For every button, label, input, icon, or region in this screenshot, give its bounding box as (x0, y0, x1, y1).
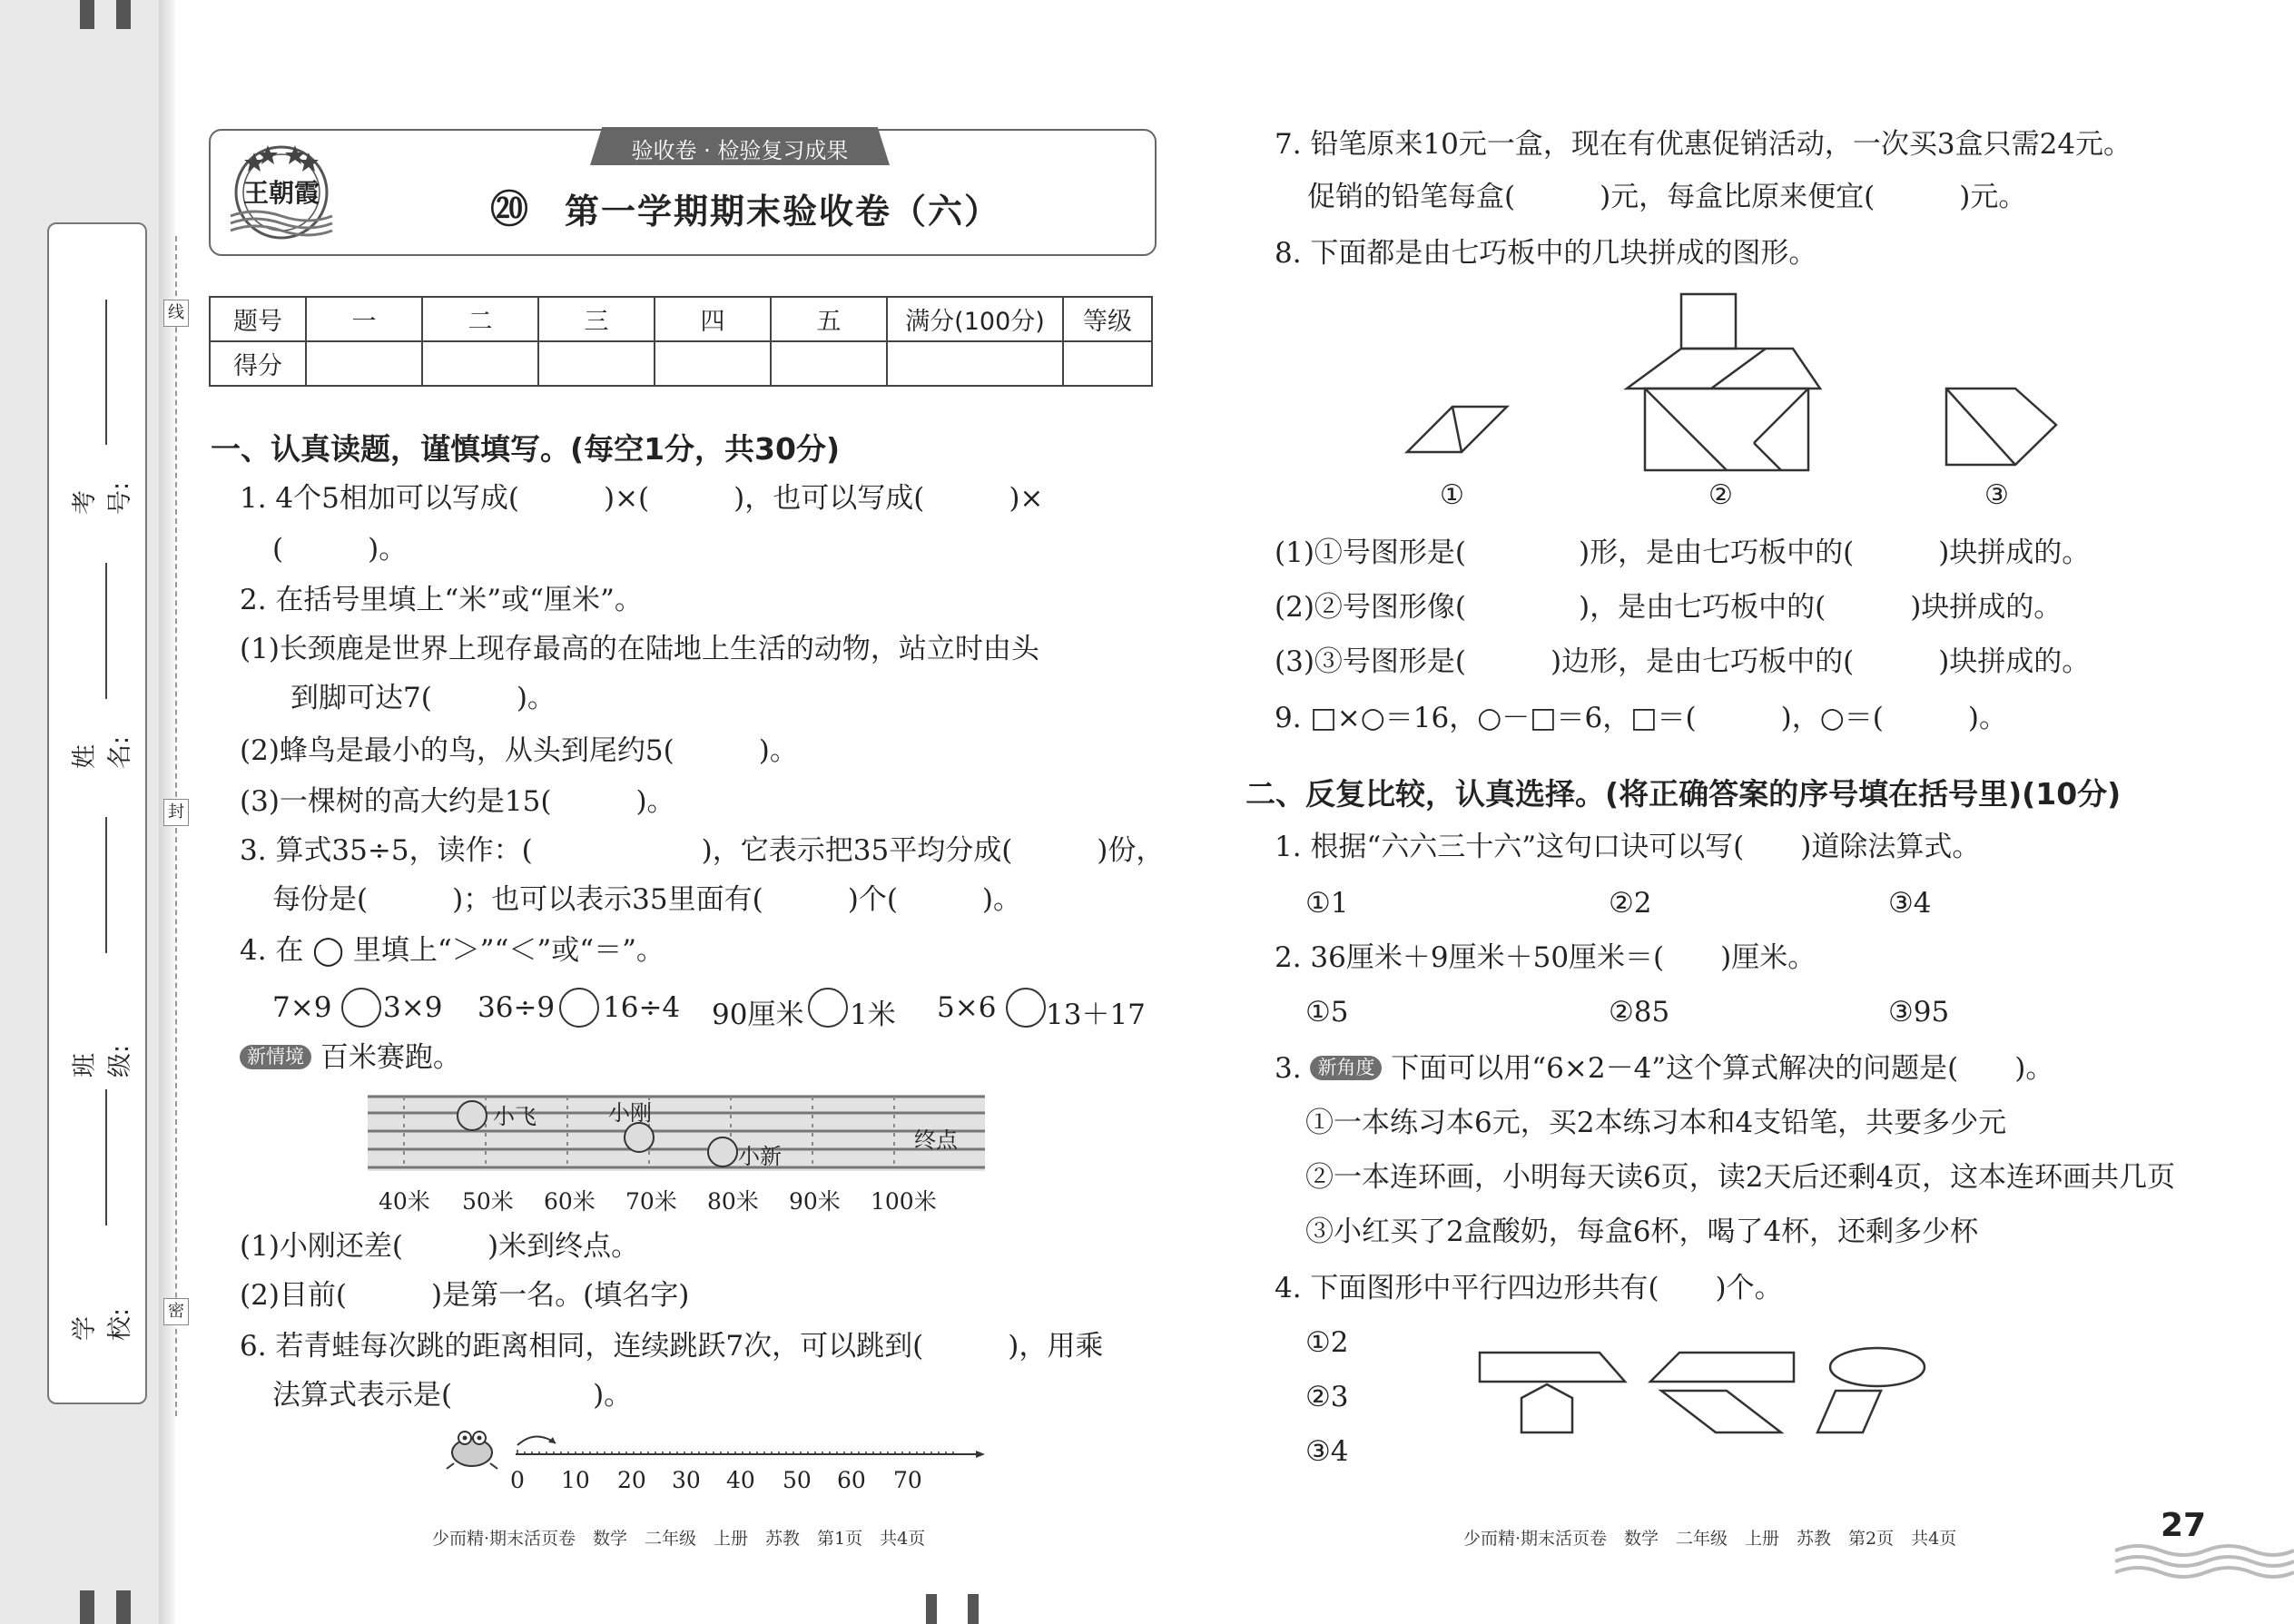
question-2-1-continued[interactable]: 到脚可达7( )。 (290, 682, 556, 714)
runner-name: 小刚 (608, 1100, 652, 1126)
tick-label: 80米 (707, 1188, 759, 1215)
figure-label: ① (1440, 479, 1464, 511)
figure-label: ③ (1984, 479, 2009, 511)
table-cell: 得分 (210, 341, 306, 386)
banner-text: 验收卷 · 检验复习成果 (631, 138, 849, 163)
table-cell: 一 (306, 297, 422, 341)
number-line-label: 0 (510, 1467, 525, 1493)
question-2-2[interactable]: (2)蜂鸟是最小的鸟，从头到尾约5( )。 (240, 734, 798, 767)
seal-line (175, 236, 177, 1416)
figure-label: ② (1708, 479, 1733, 511)
runner-name: 小飞 (493, 1104, 537, 1129)
frog-number-line (445, 1425, 989, 1498)
frog-icon (447, 1432, 497, 1469)
table-cell: 五 (771, 297, 887, 341)
comparison-row: 7×9 3×9 36÷9 16÷4 90厘米 1米 5×6 13＋17 (272, 986, 1180, 1031)
seal-char-mi: 密 (163, 1298, 189, 1325)
section-2-heading: 二、反复比较，认真选择。(将正确答案的序号填在括号里)(10分) (1245, 776, 2122, 812)
compare-circle[interactable] (341, 988, 381, 1028)
number-line-label: 50 (783, 1467, 812, 1493)
school-field[interactable]: 学校: (80, 1089, 116, 1325)
svg-text:王朝霞: 王朝霞 (242, 178, 320, 208)
choice-option[interactable]: ①2 (1305, 1326, 1349, 1359)
table-cell: 满分(100分) (887, 297, 1063, 341)
choice-question-4[interactable]: 4. 下面图形中平行四边形共有( )个。 (1275, 1272, 1783, 1304)
name-field[interactable]: 姓名: (80, 563, 116, 799)
choice-option[interactable]: ①一本练习本6元，买2本练习本和4支铅笔，共要多少元 (1305, 1107, 2007, 1139)
section-1-heading: 一、认真读题，谨慎填写。(每空1分，共30分) (211, 431, 841, 467)
choice-question-3[interactable]: 3. 新角度 下面可以用“6×2－4”这个算式解决的问题是( )。 (1275, 1052, 2054, 1085)
question-8: 8. 下面都是由七巧板中的几块拼成的图形。 (1275, 237, 1817, 270)
choice-option[interactable]: ③小红买了2盒酸奶，每盒6杯，喝了4杯，还剩多少杯 (1305, 1216, 1979, 1248)
choice-option[interactable]: ②85 (1609, 996, 1670, 1029)
table-cell: 四 (655, 297, 771, 341)
compare-circle[interactable] (559, 988, 599, 1028)
score-table-header-row (210, 297, 1152, 341)
question-8-2[interactable]: (2)②号图形像( )，是由七巧板中的( )块拼成的。 (1275, 591, 2063, 624)
question-5: 新情境 百米赛跑。 (240, 1044, 461, 1072)
choice-option[interactable]: ③95 (1888, 996, 1950, 1029)
number-line-label: 70 (893, 1467, 922, 1493)
page-number: 27 (2155, 1507, 2211, 1544)
question-6-continued[interactable]: 法算式表示是( )。 (272, 1379, 633, 1412)
question-8-1[interactable]: (1)①号图形是( )形，是由七巧板中的( )块拼成的。 (1275, 536, 2091, 569)
number-line-label: 10 (561, 1467, 590, 1493)
new-angle-tag: 新角度 (1310, 1056, 1382, 1080)
question-2: 2. 在括号里填上“米”或“厘米”。 (240, 584, 643, 616)
choice-option[interactable]: ①5 (1305, 996, 1349, 1029)
question-5-1[interactable]: (1)小刚还差( )米到终点。 (240, 1230, 640, 1263)
tick-label: 50米 (462, 1188, 514, 1215)
shapes-figure (1471, 1343, 1943, 1471)
exam-number: ⑳ (490, 187, 529, 231)
choice-option[interactable]: ②2 (1609, 887, 1652, 920)
tick-label: 40米 (379, 1188, 430, 1215)
choice-option[interactable]: ③4 (1305, 1435, 1349, 1468)
question-2-1: (1)长颈鹿是世界上现存最高的在陆地上生活的动物，站立时由头 (240, 633, 1039, 665)
tangram-figures (1389, 289, 2115, 525)
question-7-continued[interactable]: 促销的铅笔每盒( )元，每盒比原来便宜( )元。 (1307, 181, 2027, 213)
runner-xiaofei-icon (457, 1100, 487, 1131)
choice-option[interactable]: ②一本连环画，小明每天读6页，读2天后还剩4页，这本连环画共几页 (1305, 1161, 2176, 1194)
tick-label: 100米 (871, 1188, 937, 1215)
compare-circle[interactable] (1006, 988, 1046, 1028)
runner-xiaogang-icon (624, 1122, 655, 1153)
number-line-label: 40 (726, 1467, 755, 1493)
compare-circle[interactable] (808, 988, 848, 1028)
student-id-field[interactable]: 考号: (80, 300, 116, 545)
choice-question-2[interactable]: 2. 36厘米＋9厘米＋50厘米＝( )厘米。 (1275, 941, 1816, 974)
class-field[interactable]: 班级: (80, 817, 116, 1053)
score-cell[interactable] (887, 341, 1063, 386)
brand-logo (218, 136, 345, 245)
question-1-continued[interactable]: ( )。 (272, 533, 408, 566)
choice-option[interactable]: ③4 (1888, 887, 1932, 920)
score-table (209, 296, 1153, 387)
choice-option[interactable]: ②3 (1305, 1381, 1349, 1413)
score-cell[interactable] (655, 341, 771, 386)
finish-label: 终点 (914, 1127, 958, 1153)
right-footer: 少而精·期末活页卷 数学 二年级 上册 苏教 第2页 共4页 (1463, 1529, 1957, 1549)
number-line-label: 30 (672, 1467, 701, 1493)
question-3[interactable]: 3. 算式35÷5，读作：( )，它表示把35平均分成( )份， (240, 834, 1165, 867)
question-2-3[interactable]: (3)一棵树的高大约是15( )。 (240, 785, 675, 818)
score-cell[interactable] (1063, 341, 1152, 386)
choice-option[interactable]: ①1 (1305, 887, 1349, 920)
tick-label: 60米 (544, 1188, 596, 1215)
question-7: 7. 铅笔原来10元一盒，现在有优惠促销活动，一次买3盒只需24元。 (1275, 128, 2132, 161)
table-cell: 二 (422, 297, 538, 341)
score-cell[interactable] (538, 341, 655, 386)
question-9[interactable]: 9. □×○＝16，○－□＝6，□＝( )，○＝( )。 (1275, 702, 2007, 734)
question-3-continued[interactable]: 每份是( )；也可以表示35里面有( )个( )。 (272, 883, 1022, 916)
question-6[interactable]: 6. 若青蛙每次跳的距离相同，连续跳跃7次，可以跳到( )，用乘 (240, 1330, 1104, 1363)
choice-question-1[interactable]: 1. 根据“六六三十六”这句口诀可以写( )道除法算式。 (1275, 831, 1981, 863)
new-scenario-tag: 新情境 (240, 1045, 311, 1069)
score-cell[interactable] (422, 341, 538, 386)
table-cell: 题号 (210, 297, 306, 341)
question-8-3[interactable]: (3)③号图形是( )边形，是由七巧板中的( )块拼成的。 (1275, 645, 2091, 678)
runner-name: 小新 (738, 1144, 782, 1169)
table-cell: 三 (538, 297, 655, 341)
number-line-label: 60 (837, 1467, 866, 1493)
question-5-2[interactable]: (2)目前( )是第一名。(填名字) (240, 1279, 690, 1312)
score-cell[interactable] (306, 341, 422, 386)
tick-label: 70米 (625, 1188, 677, 1215)
exam-title: 第一学期期末验收卷（六） (565, 192, 1001, 231)
number-line-label: 20 (617, 1467, 646, 1493)
question-1[interactable]: 1. 4个5相加可以写成( )×( )，也可以写成( )× (240, 482, 1044, 515)
left-footer: 少而精·期末活页卷 数学 二年级 上册 苏教 第1页 共4页 (432, 1529, 926, 1549)
score-cell[interactable] (771, 341, 887, 386)
race-track-figure (368, 1089, 994, 1216)
tick-label: 90米 (789, 1188, 841, 1215)
seal-char-feng: 封 (163, 799, 189, 826)
seal-char-xian: 线 (163, 300, 189, 327)
runner-xiaoxin-icon (707, 1137, 738, 1167)
table-cell: 等级 (1063, 297, 1152, 341)
score-table-score-row[interactable] (210, 341, 1152, 386)
question-4: 4. 在 ◯ 里填上“＞”“＜”或“＝”。 (240, 934, 665, 967)
